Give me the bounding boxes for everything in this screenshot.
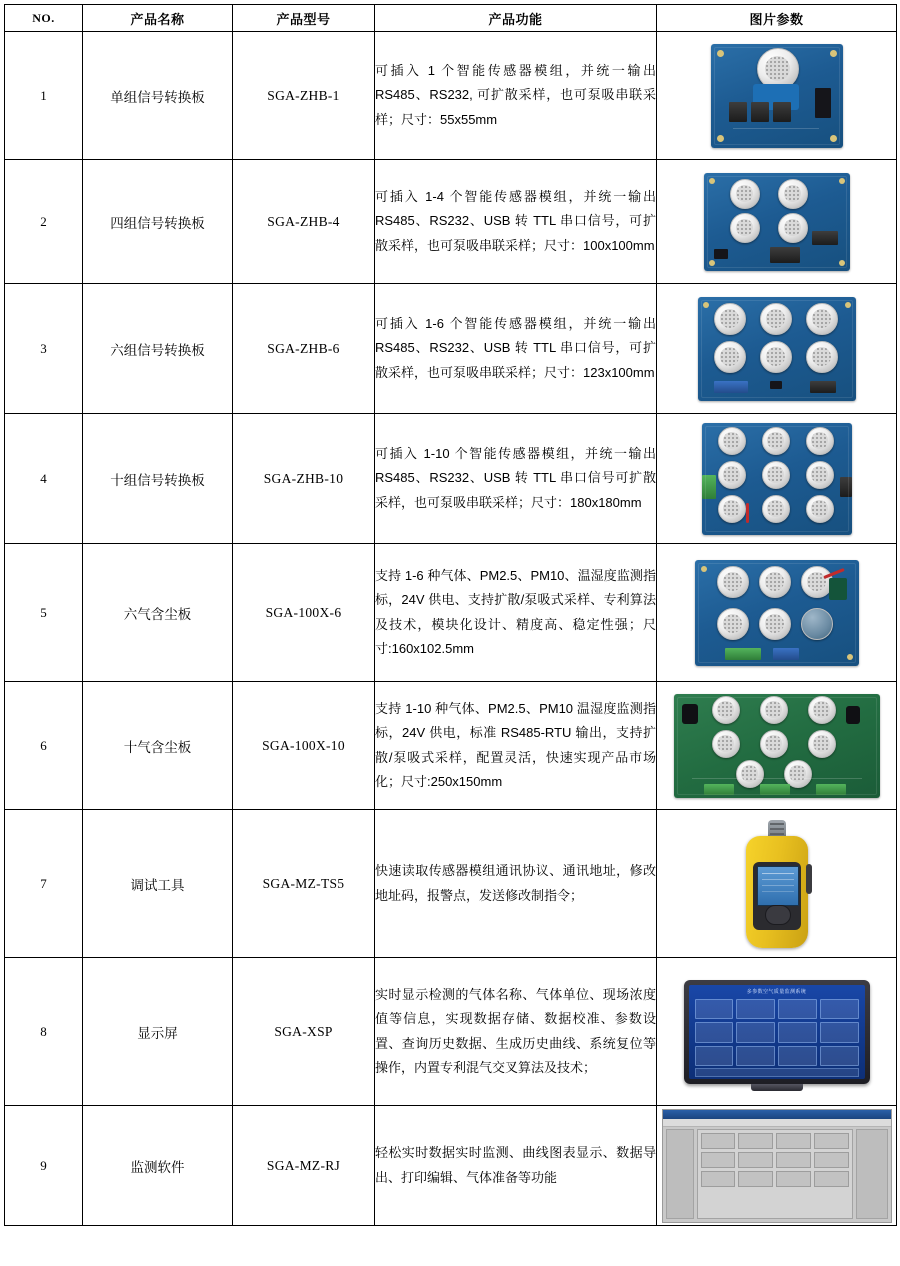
row-product-name: 四组信号转换板 [83, 160, 233, 284]
row-product-model: SGA-MZ-TS5 [233, 810, 375, 958]
sensor-icon [730, 179, 760, 209]
usb-connector [815, 88, 831, 118]
table-row [5, 1106, 897, 1226]
row-product-image [657, 544, 897, 682]
row-product-function: 可插入 1 个智能传感器模组，并统一输出 RS485、RS232, 可扩散采样，也可泵吸串联采样；尺寸：55x55mm [375, 32, 657, 160]
row-no: 3 [5, 284, 83, 414]
sensor-icon [778, 179, 808, 209]
row-product-model: SGA-ZHB-1 [233, 32, 375, 160]
table-row [5, 414, 897, 544]
software-cell [738, 1152, 773, 1168]
table-row [5, 32, 897, 160]
row-no: 1 [5, 32, 83, 160]
row-product-function: 轻松实时数据实时监测、曲线图表显示、数据导出、打印编辑、气体准备等功能 [375, 1106, 657, 1226]
readout-cell [820, 1046, 859, 1067]
row-product-function: 可插入 1-6 个智能传感器模组，并统一输出 RS485、RS232、USB 转 TTL 串口信号，可扩散采样，也可泵吸串联采样；尺寸：123x100mm [375, 284, 657, 414]
table-row [5, 544, 897, 682]
header-product-name: 产品名称 [83, 5, 233, 32]
row-product-name: 显示屏 [83, 958, 233, 1106]
table-row [5, 284, 897, 414]
sensor-icon [759, 608, 791, 640]
table-row [5, 810, 897, 958]
sensor-icon [718, 427, 746, 455]
row-product-name: 十组信号转换板 [83, 414, 233, 544]
device-face [753, 862, 801, 930]
row-product-image [657, 160, 897, 284]
row-product-function: 实时显示检测的气体名称、气体单位、现场浓度值等信息，实现数据存储、数据校准、参数设置、查询历史数据、生成历史曲线、系统复位等操作，内置专利混气交叉算法及技术； [375, 958, 657, 1106]
circuit-board-graphic [674, 694, 880, 798]
software-main-panel [697, 1129, 853, 1219]
header-row [5, 5, 897, 32]
sensor-icon [712, 696, 740, 724]
software-cell [814, 1171, 849, 1187]
sensor-icon [712, 730, 740, 758]
sensor-icon [730, 213, 760, 243]
sensor-icon [806, 427, 834, 455]
mounting-pad [709, 260, 715, 266]
device-body [746, 836, 808, 948]
pcb-trace [733, 128, 819, 129]
row-product-function: 快速读取传感器模组通讯协议、通讯地址，修改地址码，报警点，发送修改制指令； [375, 810, 657, 958]
monitoring-software-image [657, 1109, 896, 1223]
sensor-icon [760, 303, 792, 335]
terminal-block [751, 102, 769, 122]
row-product-name: 监测软件 [83, 1106, 233, 1226]
software-right-panel [856, 1129, 888, 1219]
sensor-icon [762, 461, 790, 489]
mounting-pad [845, 302, 851, 308]
row-product-image [657, 414, 897, 544]
row-product-model: SGA-100X-10 [233, 682, 375, 810]
device-screen [757, 866, 799, 906]
monitor-frame [684, 980, 870, 1084]
sensor-icon [718, 495, 746, 523]
table-row [5, 958, 897, 1106]
mounting-pad [830, 50, 837, 57]
terminal-block [816, 784, 846, 795]
row-product-model: SGA-100X-6 [233, 544, 375, 682]
mounting-pad [717, 135, 724, 142]
mounting-pad [839, 178, 845, 184]
row-product-model: SGA-MZ-RJ [233, 1106, 375, 1226]
belt-clip [806, 864, 812, 894]
row-product-model: SGA-XSP [233, 958, 375, 1106]
monitor-readout-grid [695, 999, 859, 1067]
software-cell [776, 1171, 811, 1187]
sensor-icon [760, 696, 788, 724]
sensor-icon [760, 341, 792, 373]
row-product-function: 支持 1-10 种气体、PM2.5、PM10 温湿度监测指标，24V 供电，标准 RS485-RTU 输出，支持扩散/泵吸式采样，配置灵活，快速实现产品市场化；尺寸:250x150mm [375, 682, 657, 810]
software-cell [738, 1171, 773, 1187]
sensor-icon [714, 341, 746, 373]
circuit-board-graphic [698, 297, 856, 401]
terminal-block [773, 102, 791, 122]
display-screen-image [657, 980, 896, 1084]
readout-cell [778, 1046, 817, 1067]
row-product-function: 可插入 1-4 个智能传感器模组，并统一输出 RS485、RS232、USB 转 TTL 串口信号，可扩散采样，也可泵吸串联采样；尺寸：100x100mm [375, 160, 657, 284]
header-product-image: 图片参数 [657, 5, 897, 32]
sensor-icon [759, 566, 791, 598]
terminal-block [714, 381, 748, 393]
six-gas-dust-board-image [657, 560, 896, 666]
table-row [5, 682, 897, 810]
row-product-name: 调试工具 [83, 810, 233, 958]
four-channel-converter-board-image [657, 173, 896, 271]
mounting-pad [839, 260, 845, 266]
header-product-function: 产品功能 [375, 5, 657, 32]
db9-connector [810, 381, 836, 393]
db9-connector [812, 231, 838, 245]
row-product-image [657, 32, 897, 160]
row-no: 5 [5, 544, 83, 682]
sensor-icon [714, 303, 746, 335]
software-cell [814, 1133, 849, 1149]
mounting-pad [709, 178, 715, 184]
wire [746, 503, 749, 523]
circuit-board-graphic [695, 560, 859, 666]
sensor-icon [762, 495, 790, 523]
sensor-icon [808, 696, 836, 724]
row-product-function: 支持 1-6 种气体、PM2.5、PM10、温湿度监测指标，24V 供电、支持扩散/泵吸式采样、专利算法及技术，模块化设计、精度高、稳定性强；尺寸:160x102.5mm [375, 544, 657, 682]
sensor-icon [806, 341, 838, 373]
single-channel-converter-board-image [657, 44, 896, 148]
table-row [5, 160, 897, 284]
row-product-image [657, 284, 897, 414]
sensor-icon [801, 566, 833, 598]
keypad [765, 905, 791, 925]
db9-connector [840, 477, 852, 497]
terminal-block [773, 648, 799, 660]
terminal-block [704, 784, 734, 795]
row-product-image [657, 682, 897, 810]
row-no: 7 [5, 810, 83, 958]
row-product-model: SGA-ZHB-4 [233, 160, 375, 284]
terminal-block [770, 247, 800, 263]
circuit-board-graphic [702, 423, 852, 535]
software-left-panel [666, 1129, 694, 1219]
monitor-stand [751, 1084, 803, 1091]
software-cell [776, 1152, 811, 1168]
readout-cell [695, 999, 734, 1020]
row-no: 9 [5, 1106, 83, 1226]
row-product-name: 六气含尘板 [83, 544, 233, 682]
row-product-name: 十气含尘板 [83, 682, 233, 810]
terminal-block [702, 475, 716, 499]
software-screenshot-graphic [662, 1109, 892, 1223]
header-no: NO. [5, 5, 83, 32]
sensor-icon [717, 608, 749, 640]
readout-cell [695, 1022, 734, 1043]
sensor-icon [806, 495, 834, 523]
software-cell [701, 1171, 736, 1187]
row-product-function: 可插入 1-10 个智能传感器模组，并统一输出 RS485、RS232、USB 转 TTL 串口信号可扩散采样，也可泵吸串联采样；尺寸：180x180mm [375, 414, 657, 544]
capacitor [682, 704, 698, 724]
software-body [663, 1126, 891, 1222]
circuit-board-graphic [704, 173, 850, 271]
ic-chip [770, 381, 782, 389]
row-product-model: SGA-ZHB-6 [233, 284, 375, 414]
pcb-trace [692, 778, 862, 779]
readout-cell [695, 1046, 734, 1067]
circuit-board-graphic [711, 44, 843, 148]
terminal-block [725, 648, 761, 660]
readout-cell [778, 999, 817, 1020]
sensor-icon [806, 461, 834, 489]
sensor-icon [778, 213, 808, 243]
status-bar [695, 1068, 859, 1077]
terminal-block [760, 784, 790, 795]
readout-cell [736, 999, 775, 1020]
dust-sensor-icon [801, 608, 833, 640]
row-product-name: 六组信号转换板 [83, 284, 233, 414]
product-table [4, 4, 897, 1226]
monitor-title: 多参数空气质量监测系统 [746, 988, 807, 995]
mounting-pad [717, 50, 724, 57]
row-no: 6 [5, 682, 83, 810]
row-product-image [657, 810, 897, 958]
software-cell [814, 1152, 849, 1168]
readout-cell [736, 1046, 775, 1067]
sensor-icon [718, 461, 746, 489]
header-product-model: 产品型号 [233, 5, 375, 32]
dust-sensor-module [829, 578, 847, 600]
six-channel-converter-board-image [657, 297, 896, 401]
software-titlebar [663, 1110, 891, 1119]
readout-cell [820, 1022, 859, 1043]
mounting-pad [847, 654, 853, 660]
readout-cell [736, 1022, 775, 1043]
monitor-screen [689, 985, 865, 1079]
mounting-pad [701, 566, 707, 572]
row-no: 2 [5, 160, 83, 284]
row-no: 4 [5, 414, 83, 544]
terminal-block [729, 102, 747, 122]
handheld-detector-graphic [746, 820, 808, 948]
sensor-icon [760, 730, 788, 758]
mounting-pad [703, 302, 709, 308]
software-cell [701, 1133, 736, 1149]
table-body [5, 32, 897, 1226]
software-cell [738, 1133, 773, 1149]
table-header [5, 5, 897, 32]
monitor-graphic [684, 980, 870, 1084]
ten-channel-converter-board-image [657, 423, 896, 535]
sensor-icon [717, 566, 749, 598]
readout-cell [820, 999, 859, 1020]
row-product-image [657, 1106, 897, 1226]
row-product-name: 单组信号转换板 [83, 32, 233, 160]
readout-cell [778, 1022, 817, 1043]
row-product-model: SGA-ZHB-10 [233, 414, 375, 544]
row-product-image [657, 958, 897, 1106]
mounting-pad [830, 135, 837, 142]
ic-chip [714, 249, 728, 259]
software-cell [701, 1152, 736, 1168]
software-cell [776, 1133, 811, 1149]
row-no: 8 [5, 958, 83, 1106]
handheld-debug-tool-image [657, 820, 896, 948]
capacitor [846, 706, 860, 724]
sensor-icon [806, 303, 838, 335]
ten-gas-dust-board-image [657, 694, 896, 798]
sensor-icon [808, 730, 836, 758]
sensor-icon [762, 427, 790, 455]
